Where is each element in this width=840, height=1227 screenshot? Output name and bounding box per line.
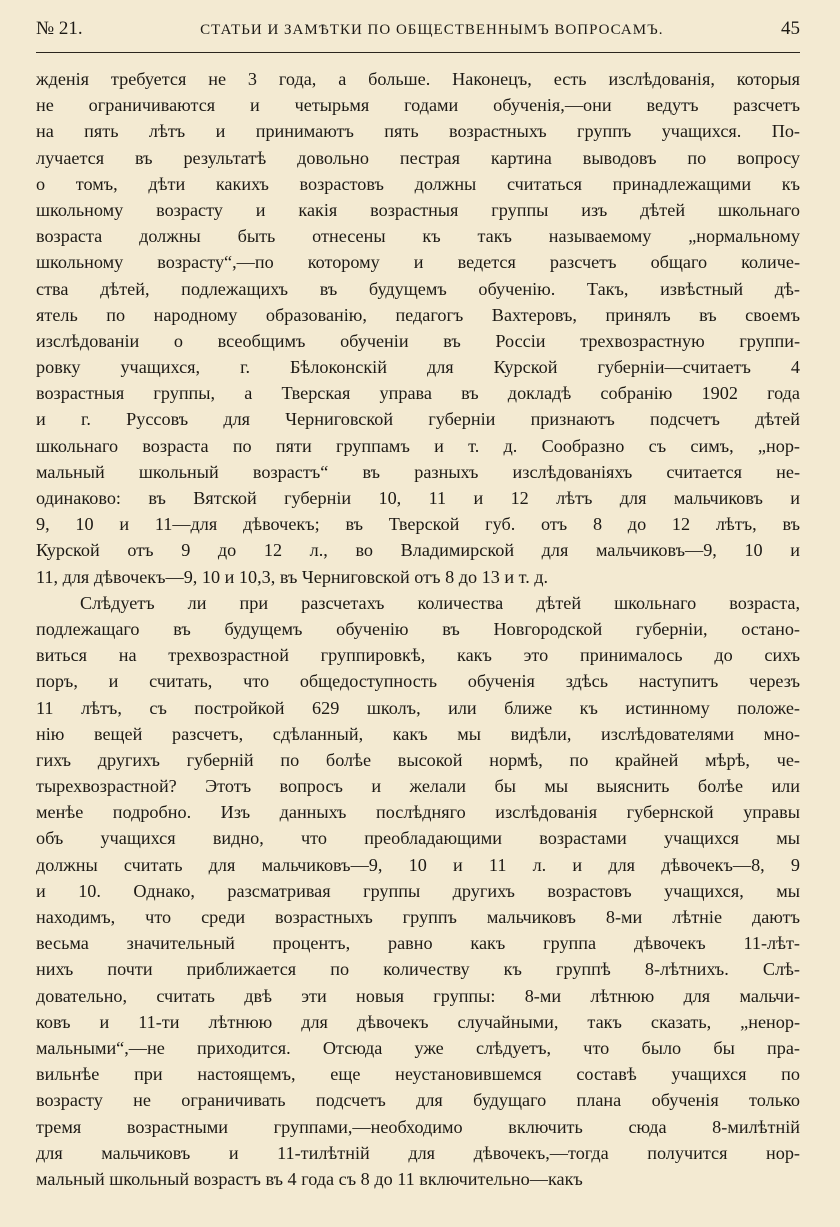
text-line: весьма значительный процентъ, равно какъ группа дѣвочекъ 11-лѣт- [36, 933, 800, 954]
text-line: виться на трехвозрастной группировкѣ, какъ это принималось до сихъ [36, 645, 800, 666]
text-line: поръ, и считать, что общедоступность обученія здѣсь наступитъ черезъ [36, 671, 800, 692]
text-line: школьному возрасту и какія возрастныя группы изъ дѣтей школьнаго [36, 199, 800, 220]
text-line: ровку учащихся, г. Бѣлоконскій для Курской губерніи—считаетъ 4 [36, 357, 800, 378]
text-line: школьнаго возраста по пяти группамъ и т. д. Сообразно съ симъ, „нор- [36, 435, 800, 456]
text-line: для мальчиковъ и 11-тилѣтній для дѣвочекъ,—тогда получится нор- [36, 1142, 800, 1163]
text-line: нію вещей разсчетъ, сдѣланный, какъ мы видѣли, изслѣдователями мно- [36, 723, 800, 744]
text-line: одинаково: въ Вятской губерніи 10, 11 и 12 лѣтъ для мальчиковъ и [36, 488, 800, 508]
text-line: подлежащаго въ будущемъ обученію въ Новгородской губерніи, остано- [36, 618, 800, 639]
text-line: не ограничиваются и четырьмя годами обученія,—они ведутъ разсчетъ [36, 95, 800, 116]
text-line: лучается въ результатѣ довольно пестрая картина выводовъ по вопросу [36, 147, 800, 168]
text-line: менѣе подробно. Изъ данныхъ послѣдняго изслѣдованія губернской управы [36, 802, 800, 823]
text-line: Слѣдуетъ ли при разсчетахъ количества дѣтей школьнаго возраста, [80, 592, 800, 613]
text-line: и 10. Однако, разсматривая группы другихъ возрастовъ учащихся, мы [36, 880, 800, 901]
text-line: ковъ и 11-ти лѣтнюю для дѣвочекъ случайными, такъ сказать, „ненор- [36, 1011, 800, 1032]
text-line: и г. Руссовъ для Черниговской губерніи признаютъ подсчетъ дѣтей [36, 409, 800, 430]
text-line: находимъ, что среди возрастныхъ группъ мальчиковъ 8-ми лѣтніе даютъ [36, 907, 800, 927]
text-line: 9, 10 и 11—для дѣвочекъ; въ Тверской губ. отъ 8 до 12 лѣтъ, въ [36, 514, 800, 535]
body-text [36, 66, 800, 1192]
text-line: ства дѣтей, подлежащихъ въ будущемъ обученію. Такъ, извѣстный дѣ- [36, 278, 800, 299]
text-line: возрастныя группы, а Тверская управа въ докладѣ собранію 1902 года [36, 383, 800, 404]
text-line: тремя возрастными группами,—необходимо включить сюда 8-милѣтній [36, 1116, 800, 1137]
text-line: возраста должны быть отнесены къ такъ называемому „нормальному [36, 226, 800, 247]
page-number: 45 [780, 18, 800, 39]
text-line: изслѣдованіи о всеобщимъ обученіи въ Россіи трехвозрастную группи- [36, 330, 800, 351]
text-line: 11 лѣтъ, съ постройкой 629 школъ, или ближе къ истинному положе- [36, 697, 800, 718]
text-line: Курской отъ 9 до 12 л., во Владимирской для мальчиковъ—9, 10 и [36, 540, 800, 561]
text-line: объ учащихся видно, что преобладающими возрастами учащихся мы [36, 828, 800, 849]
issue-number: № 21. [36, 18, 83, 39]
text-line: вильнѣе при настоящемъ, еще неустановившемся составѣ учащихся по [36, 1064, 800, 1085]
text-line: школьному возрасту“,—по которому и ведется разсчетъ общаго количе- [36, 252, 800, 273]
text-line: мальный школьный возрастъ въ 4 года съ 8 до 11 включительно—какъ [36, 1168, 583, 1189]
text-line: нихъ почти приближается по количеству къ группѣ 8-лѣтнихъ. Слѣ- [36, 959, 800, 980]
text-line: мальными“,—не приходится. Отсюда уже слѣдуетъ, что было бы пра- [36, 1037, 800, 1058]
text-line: тырехвозрастной? Этотъ вопросъ и желали бы мы выяснить болѣе или [36, 776, 800, 797]
running-title: СТАТЬИ И ЗАМѢТКИ ПО ОБЩЕСТВЕННЫМЪ ВОПРОСАМЪ. [200, 22, 664, 38]
text-line: жденія требуется не 3 года, а больше. Наконецъ, есть изслѣдованія, которыя [36, 69, 800, 89]
text-line: 11, для дѣвочекъ—9, 10 и 10,3, въ Черниговской отъ 8 до 13 и т. д. [36, 566, 549, 587]
text-line: о томъ, дѣти какихъ возрастовъ должны считаться принадлежащими къ [36, 173, 800, 194]
text-line: мальный школьный возрастъ“ въ разныхъ изслѣдованіяхъ считается не- [36, 461, 800, 482]
text-line: должны считать для мальчиковъ—9, 10 и 11 л. и для дѣвочекъ—8, 9 [36, 854, 800, 875]
text-line: гихъ другихъ губерній по болѣе высокой нормѣ, по крайней мѣрѣ, че- [36, 749, 800, 770]
text-line: ятель по народному образованію, педагогъ Вахтеровъ, принялъ въ своемъ [36, 304, 800, 325]
running-header [36, 18, 800, 53]
text-line: на пять лѣтъ и принимаютъ пять возрастныхъ группъ учащихся. По- [36, 121, 800, 142]
text-line: возрасту не ограничивать подсчетъ для будущаго плана обученія только [36, 1090, 800, 1111]
text-line: довательно, считать двѣ эти новыя группы: 8-ми лѣтнюю для мальчи- [36, 985, 800, 1006]
